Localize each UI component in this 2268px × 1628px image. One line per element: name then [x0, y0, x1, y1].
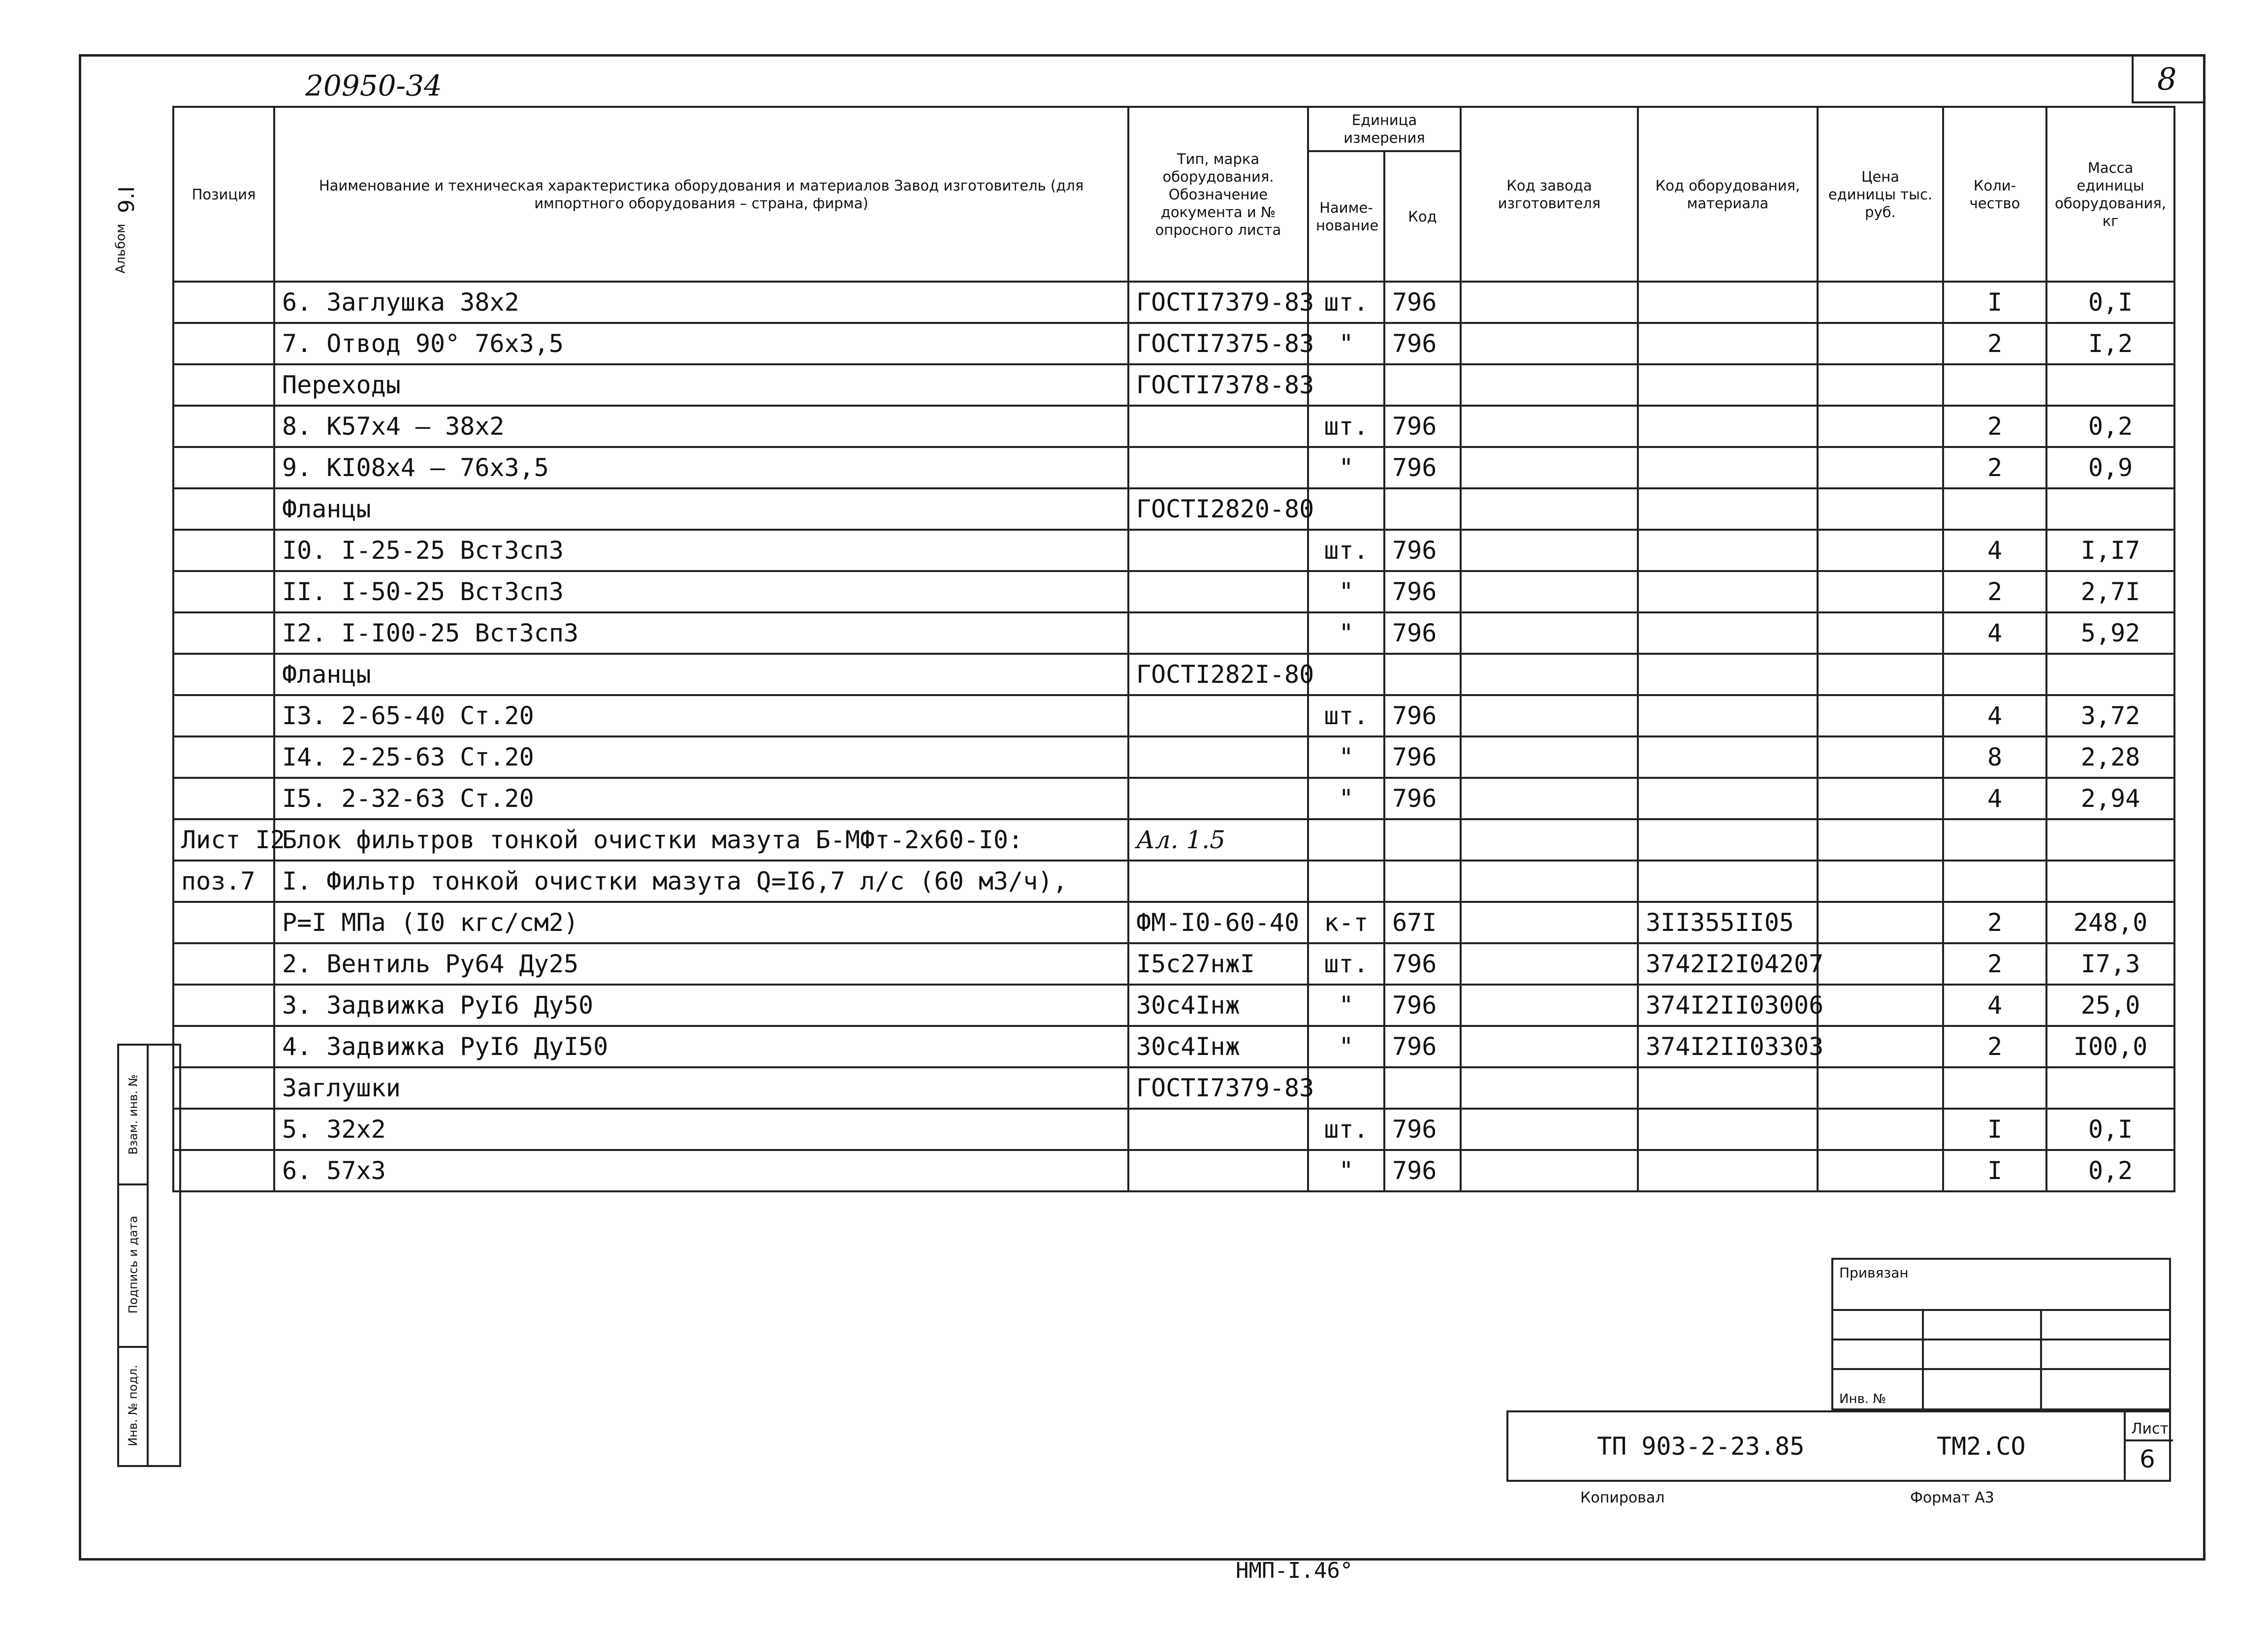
position-cell [173, 736, 274, 778]
mass-cell: I7,3 [2046, 943, 2174, 985]
unit-name-cell: " [1308, 985, 1384, 1026]
table-row [173, 571, 2174, 612]
equip-code-cell [1638, 861, 1818, 902]
position-cell: Лист I2 [173, 819, 274, 861]
name-cell: Блок фильтров тонкой очистки мазута Б-МФт-2х60-I0: [274, 819, 1128, 861]
unit-name-cell: шт. [1308, 406, 1384, 447]
table-row [173, 695, 2174, 736]
title-section: ТМ2.СО [1937, 1432, 2026, 1461]
unit-name-cell: " [1308, 1150, 1384, 1191]
type-cell: 30с4Iнж [1128, 985, 1308, 1026]
name-cell: 5. 32х2 [274, 1109, 1128, 1150]
unit-name-cell: шт. [1308, 530, 1384, 571]
factory-code-cell [1461, 985, 1638, 1026]
equip-code-cell [1638, 488, 1818, 530]
qty-cell: 4 [1943, 778, 2046, 819]
unit-name-cell: " [1308, 612, 1384, 654]
qty-cell: 2 [1943, 943, 2046, 985]
price-cell [1818, 819, 1943, 861]
album-stamp [113, 158, 162, 286]
type-cell [1128, 447, 1308, 488]
table-row [173, 654, 2174, 695]
qty-cell: 2 [1943, 406, 2046, 447]
unit-name-cell [1308, 488, 1384, 530]
name-cell: Фланцы [274, 654, 1128, 695]
unit-name-cell [1308, 364, 1384, 406]
factory-code-cell [1461, 1109, 1638, 1150]
mass-cell: 0,9 [2046, 447, 2174, 488]
position-cell: поз.7 [173, 861, 274, 902]
page-mark: 8 [2157, 61, 2177, 97]
unit-name-cell: " [1308, 571, 1384, 612]
mass-cell [2046, 488, 2174, 530]
table-row [173, 1026, 2174, 1067]
position-cell [173, 902, 274, 943]
side-stamp-sign-date: Подпись и дата [119, 1183, 147, 1348]
factory-code-cell [1461, 323, 1638, 364]
price-cell [1818, 612, 1943, 654]
equip-code-cell [1638, 695, 1818, 736]
type-cell: 30с4Iнж [1128, 1026, 1308, 1067]
unit-name-cell [1308, 654, 1384, 695]
position-cell [173, 1150, 274, 1191]
name-cell: II. I-50-25 ВстЗсп3 [274, 571, 1128, 612]
position-cell [173, 406, 274, 447]
position-cell [173, 654, 274, 695]
qty-cell [1943, 861, 2046, 902]
price-cell [1818, 1150, 1943, 1191]
mass-cell: 5,92 [2046, 612, 2174, 654]
mass-cell [2046, 364, 2174, 406]
factory-code-cell [1461, 861, 1638, 902]
table-row [173, 447, 2174, 488]
factory-code-cell [1461, 571, 1638, 612]
qty-cell [1943, 819, 2046, 861]
table-row [173, 1067, 2174, 1109]
type-cell [1128, 571, 1308, 612]
copied-label: Копировал [1580, 1489, 1665, 1506]
qty-cell: 2 [1943, 1026, 2046, 1067]
price-cell [1818, 695, 1943, 736]
mass-cell: 0,I [2046, 1109, 2174, 1150]
table-row [173, 406, 2174, 447]
equip-code-cell: 3II355II05 [1638, 902, 1818, 943]
unit-code-cell [1384, 654, 1461, 695]
position-cell [173, 530, 274, 571]
factory-code-cell [1461, 1150, 1638, 1191]
footer-code: НМП-I.46° [1236, 1558, 1353, 1583]
unit-name-cell: к-т [1308, 902, 1384, 943]
mass-cell: 2,7I [2046, 571, 2174, 612]
header-factory-code: Код завода изготовителя [1461, 107, 1638, 282]
price-cell [1818, 1109, 1943, 1150]
qty-cell: 2 [1943, 323, 2046, 364]
position-cell [173, 1026, 274, 1067]
type-cell: ФМ-I0-60-40 [1128, 902, 1308, 943]
equip-code-cell [1638, 778, 1818, 819]
approval-block [1831, 1258, 2171, 1410]
mass-cell [2046, 819, 2174, 861]
unit-name-cell: шт. [1308, 1109, 1384, 1150]
unit-name-cell: шт. [1308, 282, 1384, 323]
type-cell [1128, 406, 1308, 447]
mass-cell: 2,94 [2046, 778, 2174, 819]
table-row [173, 282, 2174, 323]
header-unit-group: Единица измерения [1308, 107, 1461, 151]
factory-code-cell [1461, 695, 1638, 736]
table-row [173, 1150, 2174, 1191]
factory-code-cell [1461, 736, 1638, 778]
table-row [173, 364, 2174, 406]
unit-code-cell: 796 [1384, 778, 1461, 819]
title-block [1506, 1410, 2171, 1482]
factory-code-cell [1461, 282, 1638, 323]
header-unit-name: Наиме-нование [1308, 151, 1384, 282]
factory-code-cell [1461, 612, 1638, 654]
qty-cell [1943, 654, 2046, 695]
header-name: Наименование и техническая характеристика оборудования и материалов Завод изготовитель (для импортного оборудования – страна, фирма) [274, 107, 1128, 282]
equip-code-cell [1638, 282, 1818, 323]
price-cell [1818, 736, 1943, 778]
position-cell [173, 1109, 274, 1150]
header-unit-code: Код [1384, 151, 1461, 282]
album-label: Альбом [113, 223, 128, 274]
factory-code-cell [1461, 447, 1638, 488]
factory-code-cell [1461, 902, 1638, 943]
unit-name-cell: шт. [1308, 695, 1384, 736]
side-stamp-replace-inv: Взам. инв. № [119, 1046, 147, 1185]
equip-code-cell [1638, 406, 1818, 447]
price-cell [1818, 654, 1943, 695]
factory-code-cell [1461, 530, 1638, 571]
unit-name-cell: " [1308, 1026, 1384, 1067]
unit-name-cell: " [1308, 778, 1384, 819]
equip-code-cell: 374I2II03303 [1638, 1026, 1818, 1067]
header-type: Тип, марка оборудования. Обозначение документа и № опросного листа [1128, 107, 1308, 282]
position-cell [173, 695, 274, 736]
unit-code-cell: 796 [1384, 323, 1461, 364]
price-cell [1818, 1067, 1943, 1109]
factory-code-cell [1461, 778, 1638, 819]
unit-code-cell: 796 [1384, 1026, 1461, 1067]
unit-code-cell: 796 [1384, 612, 1461, 654]
price-cell [1818, 861, 1943, 902]
equip-code-cell [1638, 530, 1818, 571]
type-cell [1128, 530, 1308, 571]
name-cell: P=I МПа (I0 кгс/см2) [274, 902, 1128, 943]
qty-cell: 2 [1943, 902, 2046, 943]
side-stamp [117, 1044, 181, 1467]
qty-cell: I [1943, 1150, 2046, 1191]
unit-name-cell [1308, 861, 1384, 902]
position-cell [173, 985, 274, 1026]
price-cell [1818, 571, 1943, 612]
equip-code-cell [1638, 447, 1818, 488]
position-cell [173, 612, 274, 654]
name-cell: I3. 2-65-40 Ст.20 [274, 695, 1128, 736]
unit-name-cell: шт. [1308, 943, 1384, 985]
name-cell: 6. Заглушка 38х2 [274, 282, 1128, 323]
name-cell: I5. 2-32-63 Ст.20 [274, 778, 1128, 819]
unit-name-cell: " [1308, 447, 1384, 488]
factory-code-cell [1461, 406, 1638, 447]
type-cell [1128, 695, 1308, 736]
qty-cell: I [1943, 282, 2046, 323]
header-equip-code: Код оборудования, материала [1638, 107, 1818, 282]
unit-code-cell: 67I [1384, 902, 1461, 943]
price-cell [1818, 943, 1943, 985]
name-cell: Переходы [274, 364, 1128, 406]
equip-code-cell [1638, 819, 1818, 861]
header-position: Позиция [173, 107, 274, 282]
mass-cell: 0,2 [2046, 406, 2174, 447]
equip-code-cell [1638, 364, 1818, 406]
mass-cell: 3,72 [2046, 695, 2174, 736]
specification-body [173, 282, 2174, 1191]
price-cell [1818, 488, 1943, 530]
side-stamp-inv-orig: Инв. № подл. [126, 1365, 140, 1446]
unit-code-cell [1384, 364, 1461, 406]
format-label: Формат А3 [1910, 1489, 1994, 1506]
type-cell: ГОСТI2820-80 [1128, 488, 1308, 530]
name-cell: 7. Отвод 90° 76х3,5 [274, 323, 1128, 364]
type-cell [1128, 861, 1308, 902]
approval-inv-label: Инв. № [1839, 1392, 1886, 1406]
unit-name-cell [1308, 1067, 1384, 1109]
position-cell [173, 488, 274, 530]
qty-cell: 4 [1943, 530, 2046, 571]
qty-cell: 2 [1943, 571, 2046, 612]
unit-code-cell: 796 [1384, 1109, 1461, 1150]
equip-code-cell: 3742I2I04207 [1638, 943, 1818, 985]
side-stamp-divider [147, 1046, 149, 1465]
type-cell [1128, 778, 1308, 819]
album-number: 9.I [114, 186, 139, 213]
type-cell [1128, 612, 1308, 654]
mass-cell [2046, 654, 2174, 695]
type-cell: ГОСТI7378-83 [1128, 364, 1308, 406]
qty-cell [1943, 1067, 2046, 1109]
table-row [173, 985, 2174, 1026]
title-sheet-label: Лист [2131, 1420, 2169, 1437]
header-mass: Масса единицы оборудования, кг [2046, 107, 2174, 282]
price-cell [1818, 902, 1943, 943]
specification-table [172, 106, 2175, 1202]
equip-code-cell [1638, 323, 1818, 364]
unit-name-cell: " [1308, 736, 1384, 778]
unit-code-cell: 796 [1384, 530, 1461, 571]
factory-code-cell [1461, 819, 1638, 861]
price-cell [1818, 364, 1943, 406]
qty-cell: 2 [1943, 447, 2046, 488]
unit-code-cell [1384, 819, 1461, 861]
price-cell [1818, 1026, 1943, 1067]
price-cell [1818, 282, 1943, 323]
type-cell [1128, 1109, 1308, 1150]
name-cell: 8. К57х4 – 38х2 [274, 406, 1128, 447]
type-cell [1128, 736, 1308, 778]
type-cell: ГОСТI7379-83 [1128, 282, 1308, 323]
unit-code-cell: 796 [1384, 1150, 1461, 1191]
unit-code-cell: 796 [1384, 736, 1461, 778]
qty-cell: 4 [1943, 985, 2046, 1026]
price-cell [1818, 447, 1943, 488]
unit-code-cell: 796 [1384, 985, 1461, 1026]
position-cell [173, 447, 274, 488]
table-row [173, 861, 2174, 902]
name-cell: 4. Задвижка РуI6 ДуI50 [274, 1026, 1128, 1067]
qty-cell: 8 [1943, 736, 2046, 778]
type-cell: Ал. 1.5 [1128, 819, 1308, 861]
equip-code-cell [1638, 654, 1818, 695]
qty-cell: 4 [1943, 612, 2046, 654]
name-cell: I0. I-25-25 ВстЗсп3 [274, 530, 1128, 571]
unit-code-cell: 796 [1384, 571, 1461, 612]
qty-cell: 4 [1943, 695, 2046, 736]
price-cell [1818, 985, 1943, 1026]
type-cell [1128, 1150, 1308, 1191]
equip-code-cell [1638, 571, 1818, 612]
factory-code-cell [1461, 364, 1638, 406]
unit-code-cell [1384, 1067, 1461, 1109]
page-mark-box [2132, 54, 2205, 103]
table-row [173, 778, 2174, 819]
mass-cell: I,I7 [2046, 530, 2174, 571]
unit-code-cell: 796 [1384, 447, 1461, 488]
factory-code-cell [1461, 488, 1638, 530]
mass-cell [2046, 861, 2174, 902]
archive-number: 20950-34 [305, 69, 442, 102]
factory-code-cell [1461, 1026, 1638, 1067]
title-sheet-number: 6 [2140, 1445, 2155, 1473]
equip-code-cell [1638, 612, 1818, 654]
mass-cell: I,2 [2046, 323, 2174, 364]
name-cell: 2. Вентиль Ру64 Ду25 [274, 943, 1128, 985]
unit-code-cell [1384, 861, 1461, 902]
qty-cell [1943, 488, 2046, 530]
equip-code-cell: 374I2II03006 [1638, 985, 1818, 1026]
mass-cell: 0,2 [2046, 1150, 2174, 1191]
name-cell: 9. КI08х4 – 76х3,5 [274, 447, 1128, 488]
equip-code-cell [1638, 1067, 1818, 1109]
unit-code-cell: 796 [1384, 695, 1461, 736]
mass-cell: 25,0 [2046, 985, 2174, 1026]
price-cell [1818, 530, 1943, 571]
price-cell [1818, 406, 1943, 447]
position-cell [173, 323, 274, 364]
unit-name-cell: " [1308, 323, 1384, 364]
equip-code-cell [1638, 1109, 1818, 1150]
table-row [173, 1109, 2174, 1150]
qty-cell: I [1943, 1109, 2046, 1150]
name-cell: Фланцы [274, 488, 1128, 530]
factory-code-cell [1461, 654, 1638, 695]
equip-code-cell [1638, 1150, 1818, 1191]
type-cell: ГОСТI7379-83 [1128, 1067, 1308, 1109]
type-cell: I5с27нжI [1128, 943, 1308, 985]
name-cell: 6. 57х3 [274, 1150, 1128, 1191]
table-row [173, 943, 2174, 985]
position-cell [173, 943, 274, 985]
unit-name-cell [1308, 819, 1384, 861]
position-cell [173, 778, 274, 819]
unit-code-cell: 796 [1384, 406, 1461, 447]
qty-cell [1943, 364, 2046, 406]
header-price: Цена единицы тыс. руб. [1818, 107, 1943, 282]
equip-code-cell [1638, 736, 1818, 778]
position-cell [173, 571, 274, 612]
table-row [173, 323, 2174, 364]
factory-code-cell [1461, 943, 1638, 985]
table-row [173, 902, 2174, 943]
type-cell: ГОСТI7375-83 [1128, 323, 1308, 364]
name-cell: I2. I-I00-25 ВстЗсп3 [274, 612, 1128, 654]
mass-cell [2046, 1067, 2174, 1109]
header-qty: Коли-чество [1943, 107, 2046, 282]
table-row [173, 530, 2174, 571]
name-cell: Заглушки [274, 1067, 1128, 1109]
position-cell [173, 364, 274, 406]
factory-code-cell [1461, 1067, 1638, 1109]
table-row [173, 819, 2174, 861]
table-row [173, 488, 2174, 530]
name-cell: I4. 2-25-63 Ст.20 [274, 736, 1128, 778]
position-cell [173, 1067, 274, 1109]
title-doc-code: ТП 903-2-23.85 [1597, 1432, 1805, 1461]
unit-code-cell: 796 [1384, 943, 1461, 985]
mass-cell: 2,28 [2046, 736, 2174, 778]
unit-code-cell [1384, 488, 1461, 530]
table-row [173, 612, 2174, 654]
name-cell: 3. Задвижка РуI6 Ду50 [274, 985, 1128, 1026]
price-cell [1818, 323, 1943, 364]
name-cell: I. Фильтр тонкой очистки мазута Q=I6,7 л/с (60 м3/ч), [274, 861, 1128, 902]
table-row [173, 736, 2174, 778]
price-cell [1818, 778, 1943, 819]
type-cell: ГОСТI282I-80 [1128, 654, 1308, 695]
mass-cell: I00,0 [2046, 1026, 2174, 1067]
mass-cell: 248,0 [2046, 902, 2174, 943]
mass-cell: 0,I [2046, 282, 2174, 323]
unit-code-cell: 796 [1384, 282, 1461, 323]
position-cell [173, 282, 274, 323]
approval-title: Привязан [1839, 1265, 1909, 1281]
